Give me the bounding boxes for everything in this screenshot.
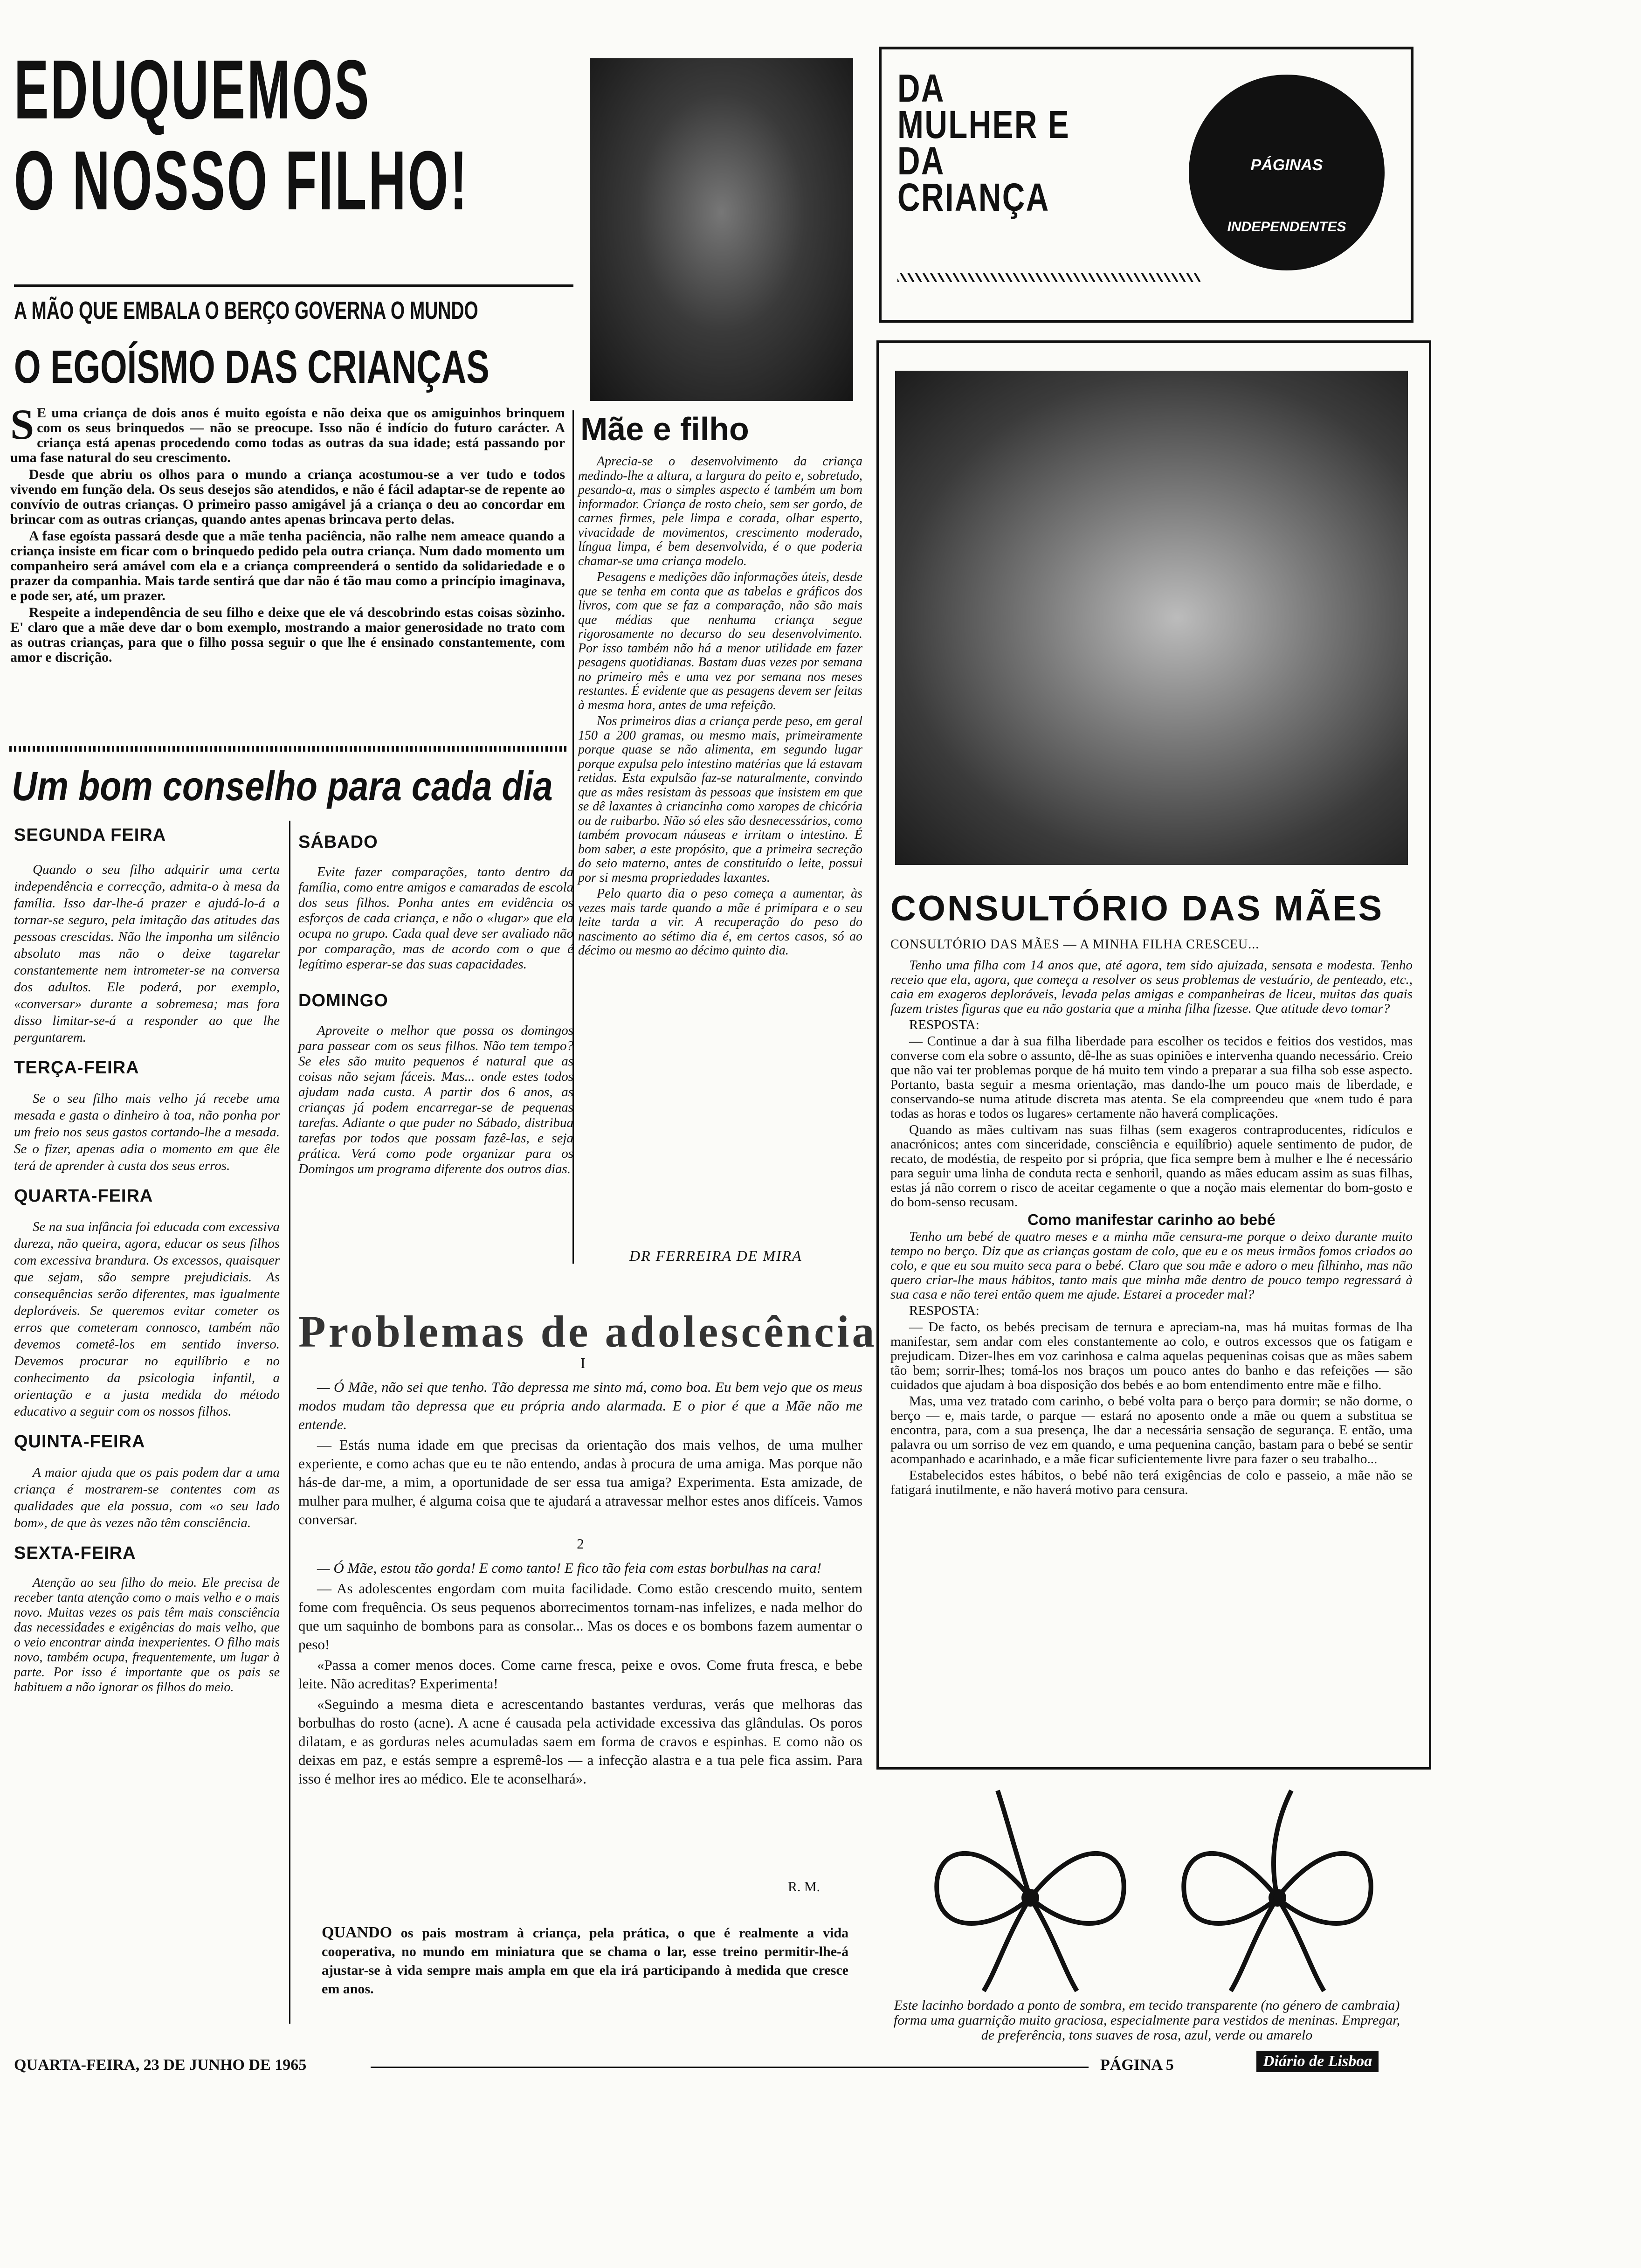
logo-line4: CRIANÇA	[897, 175, 1050, 219]
mae-filho-paragraph: Pelo quarto dia o peso começa a aumentar, às vezes mais tarde quando a mãe é primípara e o seu leite tarda a vir. A recuperação do peso do nascimento ao sétimo dia é, em certos casos, só ao décimo ou mesmo ao décimo quinto dia.	[578, 886, 862, 958]
bow-caption: Este lacinho bordado a ponto de sombra, em tecido transparente (no género de cambraia) forma uma guarnição muito graciosa, especialmente para vestidos de meninas. Empregar, de preferência, tons suaves de rosa, azul, verde ou amarelo	[893, 1998, 1400, 2043]
logo-line3: DA	[897, 139, 945, 183]
zigzag-ornament	[897, 273, 1200, 282]
wavy-divider	[9, 746, 569, 752]
mae-filho-author: DR FERREIRA DE MIRA	[629, 1247, 802, 1264]
day-heading: SÁBADO	[298, 832, 378, 852]
consultorio-subtitle: CONSULTÓRIO DAS MÃES — A MINHA FILHA CRESCEU...	[890, 937, 1260, 952]
answer-label: RESPOSTA:	[909, 1303, 979, 1318]
baby-photo	[895, 371, 1408, 865]
egoismo-article	[10, 401, 565, 667]
section-logo-text	[897, 66, 1070, 219]
day-text: Evite fazer comparações, tanto dentro da família, como entre amigos e camaradas de escola dos seus filhos. Ponha antes em evidência os esforços de cada criança, e não o «lugar» que ela ocupa no grupo. Cada qual deve ser avaliado não por comparação, mas de acordo com o que é legítimo esperar-se das suas capacidades.	[298, 864, 573, 972]
consultorio-subhead: Como manifestar carinho ao bebé	[1027, 1211, 1276, 1228]
day-text: A maior ajuda que os pais podem dar a uma criança é mostrarem-se contentes com as qualidades que ela possua, com «o seu lado bom», de que às vezes não têm consciência.	[14, 1465, 280, 1530]
problemas-paragraph: «Seguindo a mesma dieta e acrescentando bastantes verduras, verás que melhoras das borbulhas do rosto (acne). A acne é causada pela actividade excessiva das glândulas. Os poros dilatam, e as gorduras neles acumuladas saem em forma de cravos e espinhas. E como não os deixas em paz, e estás sempre a espremê-los — a infecção alastra e a tua pele fica assim. Para isso é melhor ires ao médico. Ele te aconselhará».	[298, 1696, 862, 1787]
badge-line2: INDEPENDENTES	[1227, 219, 1346, 235]
egoismo-paragraph: E uma criança de dois anos é muito egoísta e não deixa que os amiguinhos brinquem com os seus brinquedos — não se preocupe. Isso não é indício do futuro carácter. A criança está apenas procedendo como todas as outras da sua idade; está passando por uma fase natural do seu crescimento.	[10, 405, 565, 465]
day-heading: SEGUNDA FEIRA	[14, 825, 166, 845]
bow-right-icon	[1184, 1791, 1371, 1991]
badge-line1: PÁGINAS	[1250, 156, 1323, 174]
logo-line1: DA	[897, 66, 945, 110]
day-text: Aproveite o melhor que possa os domingos para passear com os seus filhos. Não tem tempo? Se eles são muito pequenos é natural que as coisas não sejam fáceis. Mas... onde estes todos ajudam nada custa. A partir dos 6 anos, as crianças já podem encarregar-se de pequenas tarefas. Adiante o que puder no Sábado, distribua tarefas por todos que possam fazê-las, e seja prática. Verá como pode organizar para os Domingos um programa diferente dos outros dias.	[298, 1023, 573, 1176]
egoismo-paragraph: A fase egoísta passará desde que a mãe tenha paciência, não ralhe nem ameace quando a criança insiste em ficar com o brinquedo pedido pela outra criança. Num dado momento um companheiro será amável com ela e a criança compreenderá o sentido da solidariedade e o prazer da companhia. Mais tarde sentirá que dar não é tão mau como a princípio imaginava, e pode ser, até, um prazer.	[10, 528, 565, 603]
newspaper-masthead: Diário de Lisboa	[1256, 2051, 1379, 2072]
quando-paragraph	[322, 1923, 848, 1998]
day-heading: SEXTA-FEIRA	[14, 1543, 136, 1563]
consultorio-answer2: Estabelecidos estes hábitos, o bebé não terá exigências de colo e passeio, a mãe não se fatigará inutilmente, e não haverá motivo para censura.	[890, 1468, 1413, 1497]
footer-page: PÁGINA 5	[1100, 2056, 1174, 2074]
conselho-title: Um bom conselho para cada dia	[12, 763, 553, 809]
quando-text: os pais mostram à criança, pela prática, o que é realmente a vida cooperativa, no mundo em miniatura que se chama o lar, esse treino permitir-lhe-á ajustar-se à vida sempre mais ampla em que ela irá participando à medida que cresce em anos.	[322, 1925, 848, 1997]
column-rule	[289, 821, 290, 2024]
logo-line2: MULHER E	[897, 103, 1070, 146]
day-text: Quando o seu filho adquirir uma certa independência e correcção, admita-o à mesa da família. Isso dar-lhe-á prazer e ajudá-lo-á a tornar-se seguro, pela imitação das atitudes das pessoas crescidas. Não lhe imponha um silêncio absoluto mas não o deixe tagarelar constantemente nem intrometer-se na conversa dos adultos. Ele poderá, por exemplo, «conversar» durante a sobremesa; mas fora disso limitar-se-á a responder ao que lhe perguntarem.	[14, 862, 280, 1045]
problemas-title: Problemas de adolescência	[298, 1307, 877, 1356]
mae-filho-paragraph: Nos primeiros dias a criança perde peso, em geral 150 a 200 gramas, ou mesmo mais, primeiramente porque quase se não alimenta, em segundo lugar porque expulsa pelo intestino matérias que lá estavam retidas. Esta expulsão faz-se naturalmente, convindo que as mães resistam às pessoas que insistem em que se dê laxantes à criancinha como xaropes de chicória ou de ruibarbo. Não só eles são desnecessários, como também provocam náuseas e irritam o intestino. É bom saber, a este propósito, que a primeira secreção do seio materno, antes de constituído o leite, possui por si mesma propriedades laxantes.	[578, 714, 862, 885]
consultorio-answer: Quando as mães cultivam nas suas filhas (sem exageros contraproducentes, ridículos e anacrónicos; antes com sinceridade, consciência e equilíbrio) aquele sentimento de pudor, de recato, de modéstia, de respeito por si própria, que fica sempre bem à mulher e lhe é necessário para seguir uma linha de conduta recta e senhoril, quando as mães educam assim as suas filhas, estas já não correm o risco de aceitar cegamente o que a noção mais elementar do bom-gosto e do bom-senso recusam.	[890, 1122, 1413, 1210]
conselho-right-column	[298, 832, 573, 1179]
consultorio-article	[890, 958, 1413, 1499]
mae-filho-paragraph: Aprecia-se o desenvolvimento da criança medindo-lhe a altura, a largura do peito e, sobretudo, pesando-a, mas o simples aspecto é também um bom informador. Criança de rosto cheio, sem ser gordo, de carnes firmes, pele limpa e corada, olhar esperto, vivacidade de movimentos, crescimento moderado, língua limpa, é bem desenvolvida, é o que poderia chamar-se uma criança modelo.	[578, 454, 862, 568]
mae-filho-paragraph: Pesagens e medições dão informações úteis, desde que se tenha em conta que as tabelas e gráficos dos livros, com que se faz a comparação, não são mais que médias que nenhuma criança segue rigorosamente no decurso do seu desenvolvimento. Por isso também não há a menor utilidade em fazer pesagens quotidianas. Bastam duas vezes por semana no primeiro mês e uma vez por semana nos meses restantes. É evidente que as pesagens devem ser feitas à mesma hora, antes de uma refeição.	[578, 570, 862, 712]
mae-filho-article	[578, 455, 862, 960]
day-heading: QUINTA-FEIRA	[14, 1432, 145, 1452]
problemas-paragraph: — Ó Mãe, não sei que tenho. Tão depressa me sinto má, como boa. Eu bem vejo que os meus modos mudam tão depressa que eu própria ando alarmada. E o pior é que a Mãe não me entende.	[298, 1379, 862, 1432]
header-divider	[14, 284, 573, 287]
consultorio-question2: Tenho um bebé de quatro meses e a minha mãe censura-me porque o deixo durante muito tempo no berço. Diz que as crianças gostam de colo, que eu e os meus irmãos fomos criados ao colo, e que eu sou muito seca para o bebé. Claro que sou mãe e adoro o meu filhinho, mas não quero criar-lhe maus hábitos, tanto mais que minha mãe dentro de pouco tempo regressará à sua casa e não terei então quem me ajude. Estarei a proceder mal?	[890, 1229, 1413, 1302]
consultorio-title: CONSULTÓRIO DAS MÃES	[890, 889, 1384, 928]
subtitle: A MÃO QUE EMBALA O BERÇO GOVERNA O MUNDO	[14, 297, 478, 325]
day-text: Se na sua infância foi educada com excessiva dureza, não queira, agora, educar os seus filhos com excessiva brandura. Os excessos, quaisquer que sejam, são sempre prejudiciais. As consequências serão diferentes, mas igualmente deploráveis. Se queremos evitar cometer os erros que cometeram connosco, também não devemos cometê-los em sentido inverso. Devemos procurar no equilíbrio e no conhecimento da psicologia infantil, a orientação e a justa medida do método educativo a seguir com os nossos filhos.	[14, 1219, 280, 1419]
consultorio-question: Tenho uma filha com 14 anos que, até agora, tem sido ajuizada, sensata e modesta. Tenho receio que ela, agora, que começa a resolver os seus problemas de vestuário, de penteado, etc., caia em exageros deploráveis, levada pelas amigas e companheiras de liceu, muitas das quais fazem tristes figuras que eu não gostaria que a minha filha fizesse. Que atitude devo tomar?	[890, 958, 1413, 1016]
day-heading: TERÇA-FEIRA	[14, 1058, 139, 1078]
egoismo-paragraph: Desde que abriu os olhos para o mundo a criança acostumou-se a ver tudo e todos vivendo em função dela. Os seus desejos são atendidos, e não é fácil adaptar-se de repente ao convívio de outras crianças. O primeiro passo amigável já a criança o deu ao concordar em brincar com as outras crianças, quando antes apenas brincava perto delas.	[10, 467, 565, 527]
egoismo-paragraph: Respeite a independência de seu filho e deixe que ele vá descobrindo estas coisas sòzinho. E' claro que a mãe deve dar o bom exemplo, mostrando a maior generosidade no trato com as outras crianças, para que o filho possa seguir o que lhe é ensinado constantemente, com amor e discrição.	[10, 605, 565, 665]
footer-rule	[371, 2067, 1089, 2068]
problemas-part1: I	[580, 1355, 586, 1371]
consultorio-answer: — Continue a dar à sua filha liberdade para escolher os tecidos e feitios dos vestidos, mas converse com ela sobre o assunto, dê-lhe as suas opiniões e intervenha quando necessário. Creio que não vai ter problemas porque de há muito tem vindo a preparar a sua filha sob esse aspecto. Portanto, basta seguir a mesma orientação, mas dando-lhe um pouco mais de liberdade, e conservando-se numa atitude discreta mas atenta. Se ela compreendeu que «nem tudo é para todas as horas e todos os lugares» certamente não haverá complicações.	[890, 1034, 1413, 1121]
child-photo	[590, 58, 853, 401]
headline-egoismo: O EGOÍSMO DAS CRIANÇAS	[14, 341, 490, 393]
day-text: Se o seu filho mais velho já recebe uma mesada e gasta o dinheiro à toa, não ponha por um freio nos seus gastos cortando-lhe a mesada. Se o fizer, apenas adia o momento em que êle terá de aprender à custa dos seus erros.	[14, 1091, 280, 1173]
day-heading: QUARTA-FEIRA	[14, 1186, 153, 1206]
bow-left-icon	[937, 1791, 1124, 1991]
day-text: Atenção ao seu filho do meio. Ele precisa de receber tanta atenção como o mais velho e o mais novo. Muitas vezes os pais têm mais consciência das necessidades e exigências do mais velho, que o veio encontrar ainda inexperientes. O filho mais novo, também ocupa, frequentemente, um lugar à parte. Por isso é importante que os pais se habituem a não ignorar os filhos do meio.	[14, 1576, 280, 1694]
quando-lead: QUANDO	[322, 1924, 393, 1941]
consultorio-answer2: — De facto, os bebés precisam de ternura e apreciam-na, mas há muitas formas de lha manifestar, sem andar com eles constantemente ao colo, e outros excessos que os fatigam e prejudicam. Dizer-lhes em voz carinhosa e calma aquelas pequeninas coisas que as mães sabem tão bem; sorrir-lhes; tomá-los nos braços um pouco antes do banho e das refeições — são cuidados que ajudam à boa disposição dos bebés e ao bom entendimento entre mãe e filho.	[890, 1320, 1413, 1392]
mae-filho-title: Mãe e filho	[580, 411, 749, 447]
embroidered-bows	[914, 1781, 1403, 2005]
problemas-paragraph: — As adolescentes engordam com muita facilidade. Como estão crescendo muito, sentem fome com frequência. Os seus pequenos aborrecimentos tornam-nas infelizes, e nada melhor do que um saquinho de bombons para as consolar... Mas os doces e os bombons fazem aumentar o peso!	[298, 1580, 862, 1653]
consultorio-answer2: Mas, uma vez tratado com carinho, o bebé volta para o berço para dormir; se não dorme, o berço — e, mais tarde, o parque — estará no aposento onde a mãe ou quem a substitua se encontra, para, com a sua presença, lhe dar a necessária sensação de segurança. E então, uma palavra ou um sorriso de vez em quando, e uma pequenina canção, bastam para o bebé se sentir acompanhado e acarinhado, e a mãe ficar suficientemente livre para fazer o seu trabalho...	[890, 1394, 1413, 1466]
main-title-line1: EDUQUEMOS	[14, 43, 371, 137]
main-title-line2: O NOSSO FILHO!	[14, 134, 469, 228]
problemas-paragraph: — Ó Mãe, estou tão gorda! E como tanto! E fico tão feia com estas borbulhas na cara!	[317, 1560, 822, 1576]
problemas-article	[298, 1378, 862, 1790]
main-title	[14, 43, 469, 228]
problemas-paragraph: «Passa a comer menos doces. Come carne fresca, peixe e ovos. Come fruta fresca, e bebe leite. Não acreditas? Experimenta!	[298, 1657, 862, 1692]
footer-date: QUARTA-FEIRA, 23 DE JUNHO DE 1965	[14, 2056, 307, 2074]
problemas-author: R. M.	[788, 1879, 820, 1895]
drop-cap: S	[10, 401, 34, 448]
problemas-part2: 2	[577, 1535, 584, 1552]
answer-label: RESPOSTA:	[909, 1017, 979, 1032]
day-heading: DOMINGO	[298, 991, 388, 1010]
conselho-left-column	[14, 825, 280, 1697]
problemas-paragraph: — Estás numa idade em que precisas da orientação dos mais velhos, de uma mulher experiente, e como achas que eu te não entendo, andas à procura de uma amiga. Mas porque não hás-de dar-me, a mim, a oportunidade de ser essa tua amiga? Experimenta. Esta amizade, de mulher para mulher, é alguma coisa que te ajudará a atravessar melhor estes anos difíceis. Vamos conversar.	[298, 1437, 862, 1528]
